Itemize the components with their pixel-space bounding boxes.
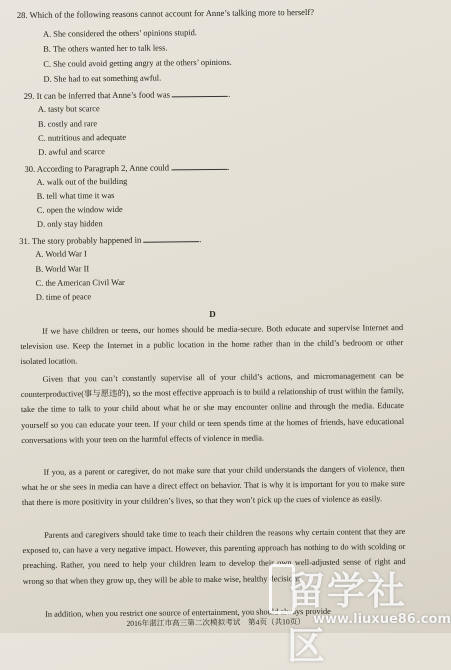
question-29-stem-line: 29. It can be inferred that Anne’s food was . [23,88,231,101]
answer-blank [171,161,227,171]
answer-blank [143,233,199,243]
question-31-option-c: C. the American Civil War [35,277,125,288]
answer-blank [172,88,228,98]
question-31-stem: 31. The story probably happened in [19,234,142,247]
passage-paragraph-4: Parents and caregivers should take time to teach their children the reasons why certain content that they are exposed to, can have a very negative impact. However, this parenting approach has nothing to do with scolding or preaching. Rather, you need to help your children learn to develop their own well-adjusted sense of right and wrong so that when they grow up, they will be able to make wise, healthy decisions. [22,526,406,586]
question-28-option-b: B. The others wanted her to talk less. [43,43,168,54]
question-31-option-a: A. World War I [35,249,87,259]
watermark-text: 留学社区 [287,569,408,668]
passage-paragraph-1: If we have children or teens, our homes should be media-secure. Both educate and supervise Internet and television use. Keep the Internet in a public location in the home rather than in the child’s bedroom or other isolated location. [20,323,404,367]
question-30-stem: 30. According to Paragraph 2, Anne could [24,162,170,174]
section-heading: D [209,308,216,320]
question-30-option-b: B. tell what time it was [36,191,115,201]
question-29-option-d: D. awful and scarce [38,147,105,157]
passage-paragraph-5: In addition, when you restrict one source of entertainment, you should always provide [45,606,331,619]
watermark-url: www.liuxue86.com [313,612,451,627]
question-29-stem: 29. It can be inferred that Anne’s food was [23,89,171,101]
question-29-option-b: B. costly and rare [37,119,98,129]
question-28-option-c: C. She could avoid getting angry at the others’ opinions. [43,57,232,69]
question-30-option-d: D. only stay hidden [36,219,103,229]
question-28-option-d: D. She had to eat something awful. [43,73,162,84]
question-31-option-d: D. time of peace [35,292,92,302]
question-28-stem: 28. Which of the following reasons cannot account for Anne’s talking more to herself? [16,6,315,21]
question-28-option-a: A. She considered the others’ opinions stupid. [42,28,197,39]
question-29-option-c: C. nutritious and adequate [38,132,127,143]
question-31-stem-line: 31. The story probably happened in . [19,234,202,247]
question-31-option-b: B. World War II [35,264,90,274]
question-30-stem-line: 30. According to Paragraph 2, Anne could . [24,161,230,174]
question-30-option-c: C. open the window wide [36,204,123,215]
question-30-option-a: A. walk out of the building [36,176,128,187]
question-29-option-a: A. tasty but scarce [37,104,100,114]
passage-paragraph-3: If you, as a parent or caregiver, do not make sure that your child understands the dangers of violence, then what he or she sees in media can have a direct effect on behavior. That is why it is important for you to make sure that there is more positivity in your children’s lives, so that they won’t pick up the cues of violence as easily. [21,463,405,508]
passage-paragraph-2: Given that you can’t constantly supervise all of your child’s actions, and micromanagement can be counterproductive(事与愿违的), so the most effective approach is to build a relationship of trust within the family, take the time to talk to your child about what he or she may encounter online and through the media. Educate yourself so you can educate your teen. If your child or teen spends time at the homes of friends, have educational conversations with your teen on the harmful effects of violence in media. [20,371,405,445]
page-footer: 2016年湛江市高三第二次模拟考试 第4页（共10页） [126,617,305,628]
